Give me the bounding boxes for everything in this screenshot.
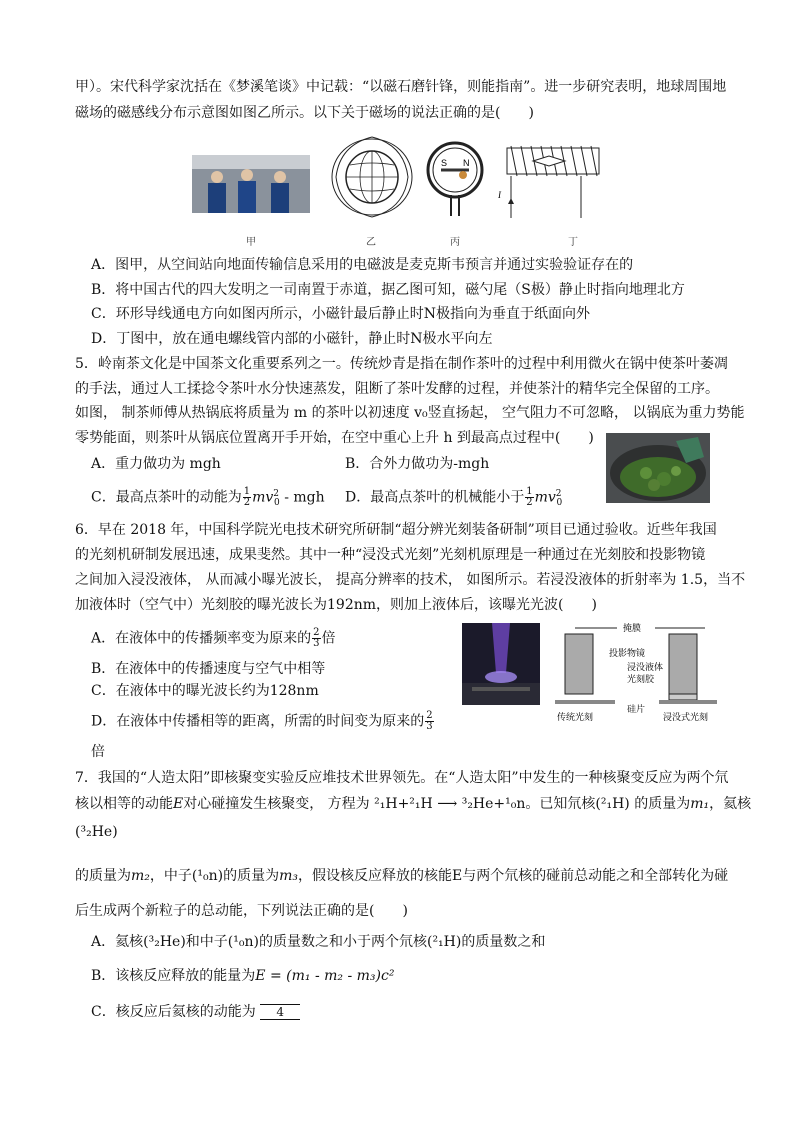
q6-d-frac-num: 2 <box>426 710 433 721</box>
q7-l3d: ，假设核反应释放的核能E与两个氘核的碰前总动能之和全部转化为碰 <box>297 868 729 884</box>
q7-c-fraction: 4 <box>260 1004 300 1020</box>
q7-l2b: 对心碰撞发生核聚变， 方程为 <box>183 796 375 812</box>
q6-a-tail: 倍 <box>321 630 336 647</box>
q7-option-b <box>91 966 394 986</box>
label-traditional: 传统光刻 <box>557 713 594 723</box>
label-liquid: 浸没液体 <box>627 663 664 673</box>
ring-wire-figure <box>425 140 485 218</box>
q7-a-h2: ²₁H <box>432 934 456 950</box>
q7-b-eq: E = (m₁ - m₂ - m₃)c² <box>255 968 395 984</box>
q5-d-frac-num: 1 <box>526 486 533 498</box>
q6-option-a <box>91 628 336 649</box>
q7-m1: m₁ <box>690 796 710 812</box>
ring-wire-drawing <box>425 140 485 218</box>
ring-S-label: S <box>441 158 448 168</box>
q7-l3a: 的质量为 <box>75 868 131 884</box>
q7-l2a: 核以相等的动能 <box>75 796 173 812</box>
ring-N-label: N <box>463 158 470 168</box>
fig-label-ding: 丁 <box>568 237 578 248</box>
q5-option-d-text: D．最高点茶叶的机械能小于 <box>345 489 525 506</box>
astronaut-photo <box>192 155 310 213</box>
q4-option-b: B．将中国古代的四大发明之一司南置于赤道，据乙图可知，磁勺尾（S极）静止时指向地理北方 <box>91 282 685 298</box>
fig-label-yi: 乙 <box>366 237 376 248</box>
q5-c-frac-den: 2 <box>243 497 251 509</box>
q6-option-c: C．在液体中的曝光波长约为128nm <box>91 683 319 699</box>
q5-d-frac-den: 2 <box>526 497 533 509</box>
fig-label-bing: 丙 <box>450 237 460 248</box>
q5-d-sub: 0 <box>556 498 563 509</box>
q6-line2: 的光刻机研制发展迅速，成果斐然。其中一种“浸没式光刻”光刻机原理是一种通过在光刻胶和投影物镜 <box>75 547 706 563</box>
q7-a-n: ¹₀n <box>233 934 254 950</box>
fig-label-jia: 甲 <box>246 237 256 248</box>
laser-photo <box>462 623 540 705</box>
q7-line4: 后生成两个新粒子的总动能，下列说法正确的是( ) <box>75 903 408 919</box>
q7-equation: ²₁H+²₁H ⟶ ³₂He+¹₀n <box>374 796 526 812</box>
q5-c-tail: - mgh <box>279 489 325 506</box>
q7-line3: 的质量为m₂，中子(¹₀n)的质量为m₃，假设核反应释放的核能E与两个氘核的碰前总动能之和全部转化为碰 <box>75 868 729 884</box>
q7-m3: m₃ <box>279 868 298 884</box>
tea-photo <box>606 433 710 503</box>
q6-d-frac-den: 3 <box>426 721 433 732</box>
q7-he: ³₂He <box>80 824 113 840</box>
q7-line1: 7．我国的“人造太阳”即核聚变实验反应堆技术世界领先。在“人造太阳”中发生的一种核聚变反应为两个氘 <box>75 770 729 786</box>
tea-photo-drawing <box>606 433 710 503</box>
q5-option-c <box>91 484 325 513</box>
q6-option-a-text: A．在液体中的传播频率变为原来的 <box>91 630 312 647</box>
label-immersion: 浸没式光刻 <box>663 713 709 723</box>
q7-m2: m₂ <box>131 868 150 884</box>
lithography-diagram <box>545 620 723 725</box>
q6-option-b: B．在液体中的传播速度与空气中相等 <box>91 661 326 677</box>
q7-l3b: ，中子 <box>149 868 192 884</box>
q7-option-c <box>91 1002 300 1022</box>
q5-line1: 5．岭南茶文化是中国茶文化重要系列之一。传统炒青是指在制作茶叶的过程中利用微火在锅中使茶叶萎凋 <box>75 356 728 372</box>
label-wafer: 硅片 <box>627 705 646 715</box>
q7-l3c: 的质量为 <box>223 868 280 884</box>
q6-a-frac-num: 2 <box>313 627 320 638</box>
solenoid-drawing <box>495 140 605 220</box>
q5-option-a: A．重力做功为 mgh <box>91 456 221 472</box>
q6-a-fraction <box>312 628 320 649</box>
solenoid-figure <box>495 140 605 220</box>
solenoid-I-label: I <box>498 190 501 200</box>
q6-option-d <box>91 711 435 732</box>
q4-line2: 磁场的磁感线分布示意图如图乙所示。以下关于磁场的说法正确的是( ) <box>75 105 534 121</box>
q7-a-4: 的质量数之和 <box>461 934 546 950</box>
q7-b-text: B．该核反应释放的能量为 <box>91 968 256 984</box>
q7-he-symbol: (³₂He) <box>75 824 118 840</box>
q4-option-d: D．丁图中，放在通电螺线管内部的小磁针，静止时N极水平向左 <box>91 331 493 347</box>
q6-option-d-text: D．在液体中传播相等的距离，所需的时间变为原来的 <box>91 713 425 730</box>
q7-a-1: A．氦核 <box>91 934 144 950</box>
q7-l2c: 。已知氘核(²₁H) 的质量为 <box>525 796 691 812</box>
astronaut-photo-drawing <box>192 155 310 213</box>
label-mask: 掩膜 <box>623 624 642 634</box>
q5-d-sup: 2 <box>555 489 562 499</box>
q7-l2d: ，氦核 <box>709 796 752 812</box>
q4-line1: 甲）。宋代科学家沈括在《梦溪笔谈》中记载：“以磁石磨针锋，则能指南”。进一步研究表明，地球周围地 <box>75 79 727 95</box>
q7-a-he: ³₂He <box>148 934 181 950</box>
earth-field-figure <box>330 135 415 220</box>
q5-c-fraction <box>243 487 251 508</box>
q5-c-sup: 2 <box>273 489 280 499</box>
lithography-drawing <box>545 620 723 725</box>
label-lens: 投影物镜 <box>609 649 646 659</box>
q5-line2: 的手法，通过人工揉捻令茶叶水分快速蒸发，阻断了茶叶发酵的过程，并使茶汁的精华完全保留的工序。 <box>75 381 719 397</box>
q5-d-mv: mv <box>534 489 556 506</box>
q5-option-b: B．合外力做功为-mgh <box>345 456 490 472</box>
q4-option-c: C．环形导线通电方向如图丙所示，小磁针最后静止时N极指向为垂直于纸面向外 <box>91 306 590 322</box>
q6-line4: 加液体时（空气中）光刻胶的曝光波长为192nm，则加上液体后，该曝光光波( ) <box>75 597 597 613</box>
earth-field-drawing <box>330 135 415 220</box>
q5-c-sub: 0 <box>274 498 280 509</box>
q6-d-fraction <box>425 711 433 732</box>
q5-d-fraction <box>525 487 533 508</box>
q5-line4: 零势能面，则茶叶从锅底位置离开手开始，在空中重心上升 h 到最高点过程中( ) <box>75 430 594 446</box>
q5-c-frac-num: 1 <box>243 486 251 498</box>
q7-line2 <box>75 794 751 814</box>
q4-option-a: A．图甲，从空间站向地面传输信息采用的电磁波是麦克斯韦预言并通过实验验证存在的 <box>91 257 634 273</box>
q7-a-3: 的质量数之和小于两个氘核 <box>258 934 427 950</box>
q5-option-c-text: C．最高点茶叶的动能为 <box>91 489 242 506</box>
q7-a-2: 和中子 <box>185 934 228 950</box>
label-resist: 光刻胶 <box>627 675 655 685</box>
q5-line3: 如图， 制茶师傅从热锅底将质量为 m 的茶叶以初速度 v₀竖直扬起， 空气阻力不可忽略， 以锅底为重力势能 <box>75 405 745 421</box>
q6-line3: 之间加入浸没液体， 从而减小曝光波长， 提高分辨率的技术， 如图所示。若浸没液体的折射率为 1.5，当不 <box>75 572 746 588</box>
q6-a-frac-den: 3 <box>313 638 320 649</box>
q5-option-d <box>345 484 562 513</box>
q7-c-text: C．核反应后氦核的动能为 <box>91 1004 256 1020</box>
q6-option-d-tail: 倍 <box>91 744 105 760</box>
q7-n: ¹₀n <box>197 868 218 884</box>
q7-option-a: A．氦核(³₂He)和中子(¹₀n)的质量数之和小于两个氘核(²₁H)的质量数之和 <box>91 934 546 950</box>
q6-line1: 6．早在 2018 年，中国科学院光电技术研究所研制“超分辨光刻装备研制”项目已通过验收。近些年我国 <box>75 522 717 538</box>
laser-photo-drawing <box>462 623 540 705</box>
q5-c-mv: mv <box>252 489 274 506</box>
q7-E: E <box>173 796 184 812</box>
